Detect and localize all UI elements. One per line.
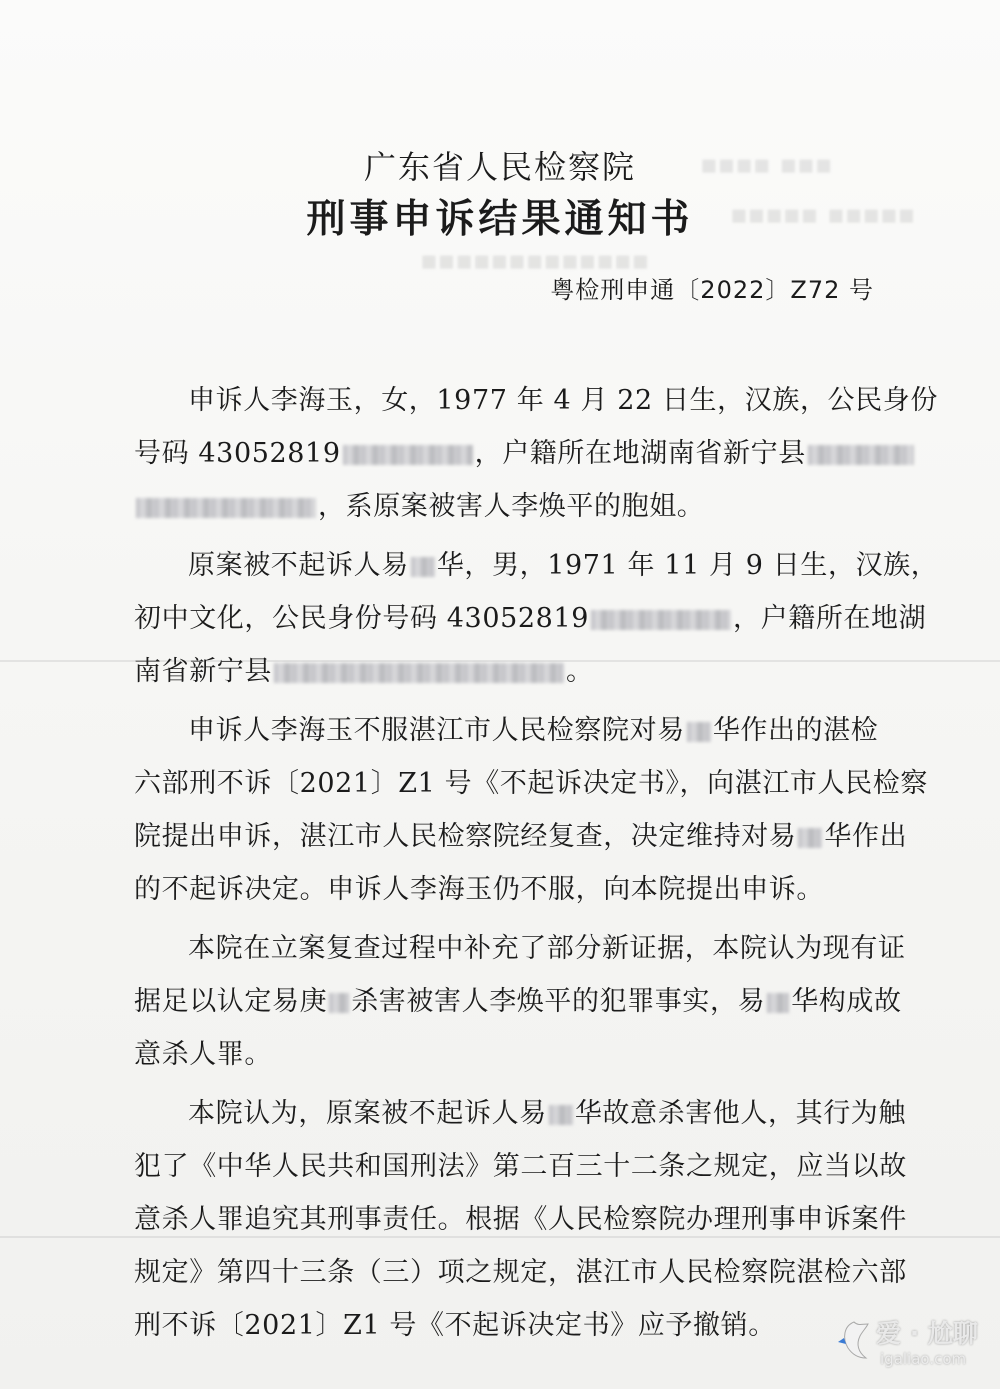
paragraph-1-line-3: ，系原案被害人李焕平的胞姐。	[134, 480, 880, 533]
redacted-name	[767, 993, 789, 1013]
paragraph-2-line-1: 原案被不起诉人易 华，男，1971 年 11 月 9 日生，汉族，	[188, 550, 939, 581]
redacted-id-suffix	[591, 610, 731, 630]
paragraph-3-line-2: 六部刑不诉〔2021〕Z1 号《不起诉决定书》，向湛江市人民检察	[134, 768, 928, 799]
watermark-logo-icon	[836, 1318, 872, 1362]
paragraph-1-line-1: 申诉人李海玉，女，1977 年 4 月 22 日生，汉族，公民身份	[188, 385, 938, 416]
bleed-through-text: ▪▪▪▪ ▪▪▪	[700, 150, 833, 180]
redacted-name	[549, 1105, 573, 1125]
redacted-address	[136, 498, 316, 518]
paragraph-5-line-5: 刑不诉〔2021〕Z1 号《不起诉决定书》应予撤销。	[134, 1310, 776, 1341]
redacted-name	[411, 557, 435, 577]
paragraph-5-line-3: 意杀人罪追究其刑事责任。根据《人民检察院办理刑事申诉案件	[134, 1204, 907, 1235]
paragraph-5-line-4: 规定》第四十三条（三）项之规定，湛江市人民检察院湛检六部	[134, 1257, 907, 1288]
redacted-address	[808, 445, 914, 465]
issuing-organization: 广东省人民检察院	[363, 148, 636, 186]
document-number: 粤检刑申通〔2022〕Z72 号	[550, 276, 874, 304]
paragraph-2-line-2: 初中文化，公民身份号码 43052819 ，户籍所在地湖	[134, 603, 927, 634]
paragraph-4-line-2: 据足以认定易庚 杀害被害人李焕平的犯罪事实，易 华构成故	[134, 986, 902, 1017]
redacted-id-suffix	[343, 445, 473, 465]
site-watermark	[836, 1312, 986, 1380]
paragraph-3-line-4: 的不起诉决定。申诉人李海玉仍不服，向本院提出申诉。	[134, 874, 824, 905]
bleed-through-text: ▪▪▪▪▪▪▪▪▪▪▪▪▪	[420, 246, 650, 276]
paragraph-1-line-2: 号码 43052819 ，户籍所在地湖南省新宁县	[134, 427, 880, 480]
redacted-name	[798, 828, 822, 848]
paragraph-5-line-2: 犯了《中华人民共和国刑法》第二百三十二条之规定，应当以故	[134, 1151, 907, 1182]
paragraph-3-line-3: 院提出申诉，湛江市人民检察院经复查，决定维持对易 华作出	[134, 821, 908, 852]
paragraph-4-line-3: 意杀人罪。	[134, 1039, 272, 1070]
redacted-name	[687, 722, 711, 742]
paragraph-3-line-1: 申诉人李海玉不服湛江市人民检察院对易 华作出的湛检	[188, 715, 879, 746]
watermark-name: 爱 · 尬聊	[876, 1319, 978, 1348]
document-title: 刑事申诉结果通知书	[306, 197, 694, 242]
paragraph-2-line-3: 南省新宁县 。	[134, 656, 594, 687]
bleed-through-text: ▪▪▪▪▪ ▪▪▪▪▪	[730, 200, 916, 230]
paragraph-5-line-1: 本院认为，原案被不起诉人易 华故意杀害他人，其行为触	[188, 1098, 907, 1129]
watermark-domain: igaliao.com	[880, 1350, 967, 1368]
paragraph-4-line-1: 本院在立案复查过程中补充了部分新证据，本院认为现有证	[188, 933, 906, 964]
redacted-name	[329, 993, 349, 1013]
redacted-address	[274, 663, 564, 683]
